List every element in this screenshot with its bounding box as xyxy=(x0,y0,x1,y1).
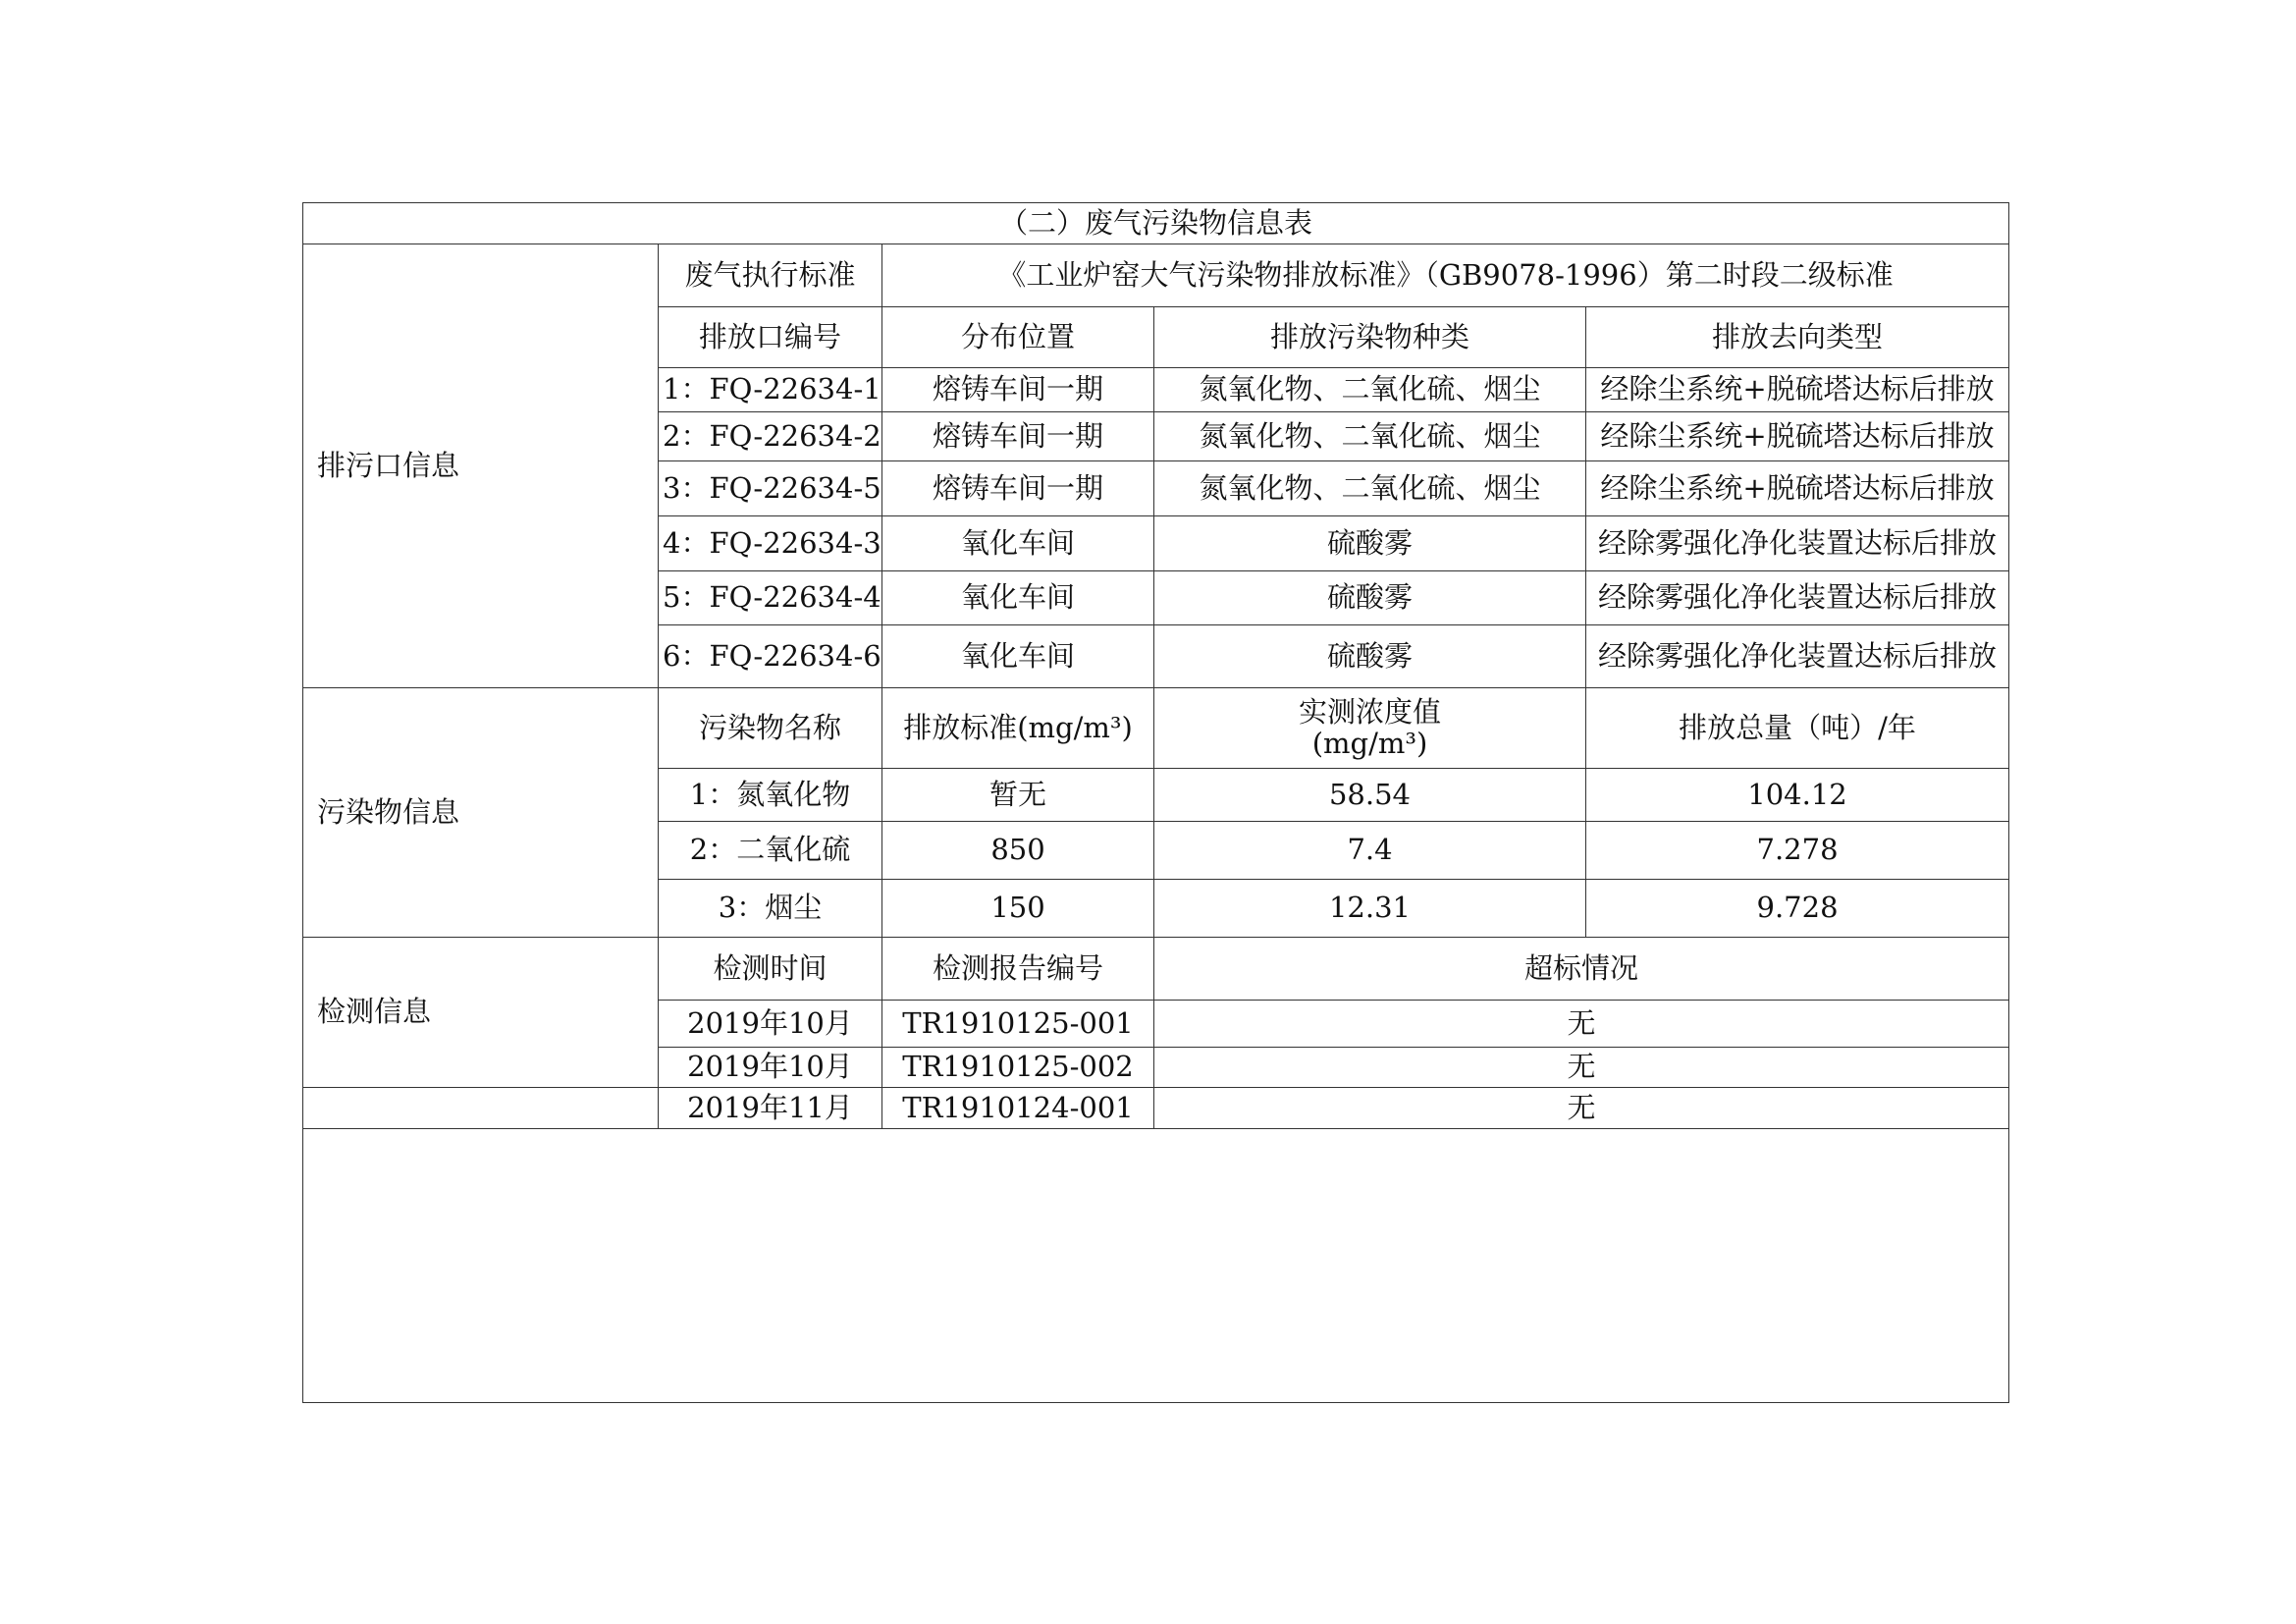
outlet-section-label: 排污口信息 xyxy=(303,244,659,688)
outlet-pollutants: 氮氧化物、二氧化硫、烟尘 xyxy=(1154,412,1586,461)
outlet-location: 氧化车间 xyxy=(882,516,1154,571)
monitoring-exceed: 无 xyxy=(1154,1088,2009,1129)
outlet-header-location: 分布位置 xyxy=(882,307,1154,368)
table-row xyxy=(303,1088,2009,1129)
pollutant-header-standard: 排放标准(mg/m³) xyxy=(882,688,1154,769)
monitoring-header-exceed: 超标情况 xyxy=(1154,938,2009,1001)
monitoring-time: 2019年10月 xyxy=(659,1001,882,1048)
pollutant-standard: 150 xyxy=(882,880,1154,938)
pollutant-header-total: 排放总量（吨）/年 xyxy=(1586,688,2009,769)
outlet-id: 4：FQ-22634-3 xyxy=(659,516,882,571)
monitoring-report: TR1910125-001 xyxy=(882,1001,1154,1048)
pollutant-total: 9.728 xyxy=(1586,880,2009,938)
pollutant-name: 3：烟尘 xyxy=(659,880,882,938)
pollutant-measured: 58.54 xyxy=(1154,769,1586,822)
monitoring-section-label: 检测信息 xyxy=(303,938,659,1088)
waste-gas-pollutant-table xyxy=(302,202,2009,1403)
pollutant-measured: 7.4 xyxy=(1154,822,1586,880)
blank-area xyxy=(303,1129,2009,1403)
outlet-pollutants: 硫酸雾 xyxy=(1154,571,1586,625)
standard-label: 废气执行标准 xyxy=(659,244,882,307)
pollutant-header-measured-line2: (mg/m³) xyxy=(1311,726,1428,760)
monitoring-time: 2019年11月 xyxy=(659,1088,882,1129)
outlet-id: 6：FQ-22634-6 xyxy=(659,625,882,688)
outlet-pollutants: 氮氧化物、二氧化硫、烟尘 xyxy=(1154,368,1586,412)
pollutant-header-measured xyxy=(1154,688,1586,769)
outlet-discharge: 经除雾强化净化装置达标后排放 xyxy=(1586,516,2009,571)
outlet-header-pollutants: 排放污染物种类 xyxy=(1154,307,1586,368)
monitoring-empty-cell xyxy=(303,1088,659,1129)
outlet-pollutants: 氮氧化物、二氧化硫、烟尘 xyxy=(1154,461,1586,516)
outlet-discharge: 经除雾强化净化装置达标后排放 xyxy=(1586,625,2009,688)
outlet-location: 氧化车间 xyxy=(882,571,1154,625)
standard-value: 《工业炉窑大气污染物排放标准》（GB9078-1996）第二时段二级标准 xyxy=(882,244,2009,307)
outlet-pollutants: 硫酸雾 xyxy=(1154,625,1586,688)
monitoring-report: TR1910124-001 xyxy=(882,1088,1154,1129)
outlet-discharge: 经除尘系统+脱硫塔达标后排放 xyxy=(1586,368,2009,412)
pollutant-header-row xyxy=(303,688,2009,769)
pollutant-total: 104.12 xyxy=(1586,769,2009,822)
monitoring-exceed: 无 xyxy=(1154,1048,2009,1088)
outlet-pollutants: 硫酸雾 xyxy=(1154,516,1586,571)
outlet-location: 氧化车间 xyxy=(882,625,1154,688)
outlet-id: 5：FQ-22634-4 xyxy=(659,571,882,625)
outlet-header-id: 排放口编号 xyxy=(659,307,882,368)
monitoring-report: TR1910125-002 xyxy=(882,1048,1154,1088)
title-row xyxy=(303,203,2009,244)
outlet-discharge: 经除尘系统+脱硫塔达标后排放 xyxy=(1586,461,2009,516)
monitoring-header-row xyxy=(303,938,2009,1001)
standard-row xyxy=(303,244,2009,307)
blank-row xyxy=(303,1129,2009,1403)
outlet-discharge: 经除尘系统+脱硫塔达标后排放 xyxy=(1586,412,2009,461)
pollutant-measured: 12.31 xyxy=(1154,880,1586,938)
monitoring-header-report: 检测报告编号 xyxy=(882,938,1154,1001)
pollutant-header-measured-line1: 实测浓度值 xyxy=(1298,694,1441,729)
pollutant-name: 2：二氧化硫 xyxy=(659,822,882,880)
outlet-header-discharge: 排放去向类型 xyxy=(1586,307,2009,368)
pollutant-section-label: 污染物信息 xyxy=(303,688,659,938)
outlet-id: 3：FQ-22634-5 xyxy=(659,461,882,516)
outlet-id: 2：FQ-22634-2 xyxy=(659,412,882,461)
monitoring-header-time: 检测时间 xyxy=(659,938,882,1001)
outlet-location: 熔铸车间一期 xyxy=(882,412,1154,461)
monitoring-time: 2019年10月 xyxy=(659,1048,882,1088)
pollutant-total: 7.278 xyxy=(1586,822,2009,880)
outlet-id: 1：FQ-22634-1 xyxy=(659,368,882,412)
pollutant-name: 1：氮氧化物 xyxy=(659,769,882,822)
pollutant-header-name: 污染物名称 xyxy=(659,688,882,769)
table-title: （二）废气污染物信息表 xyxy=(303,203,2009,244)
pollutant-standard: 850 xyxy=(882,822,1154,880)
monitoring-exceed: 无 xyxy=(1154,1001,2009,1048)
outlet-location: 熔铸车间一期 xyxy=(882,368,1154,412)
outlet-discharge: 经除雾强化净化装置达标后排放 xyxy=(1586,571,2009,625)
outlet-location: 熔铸车间一期 xyxy=(882,461,1154,516)
pollutant-standard: 暂无 xyxy=(882,769,1154,822)
